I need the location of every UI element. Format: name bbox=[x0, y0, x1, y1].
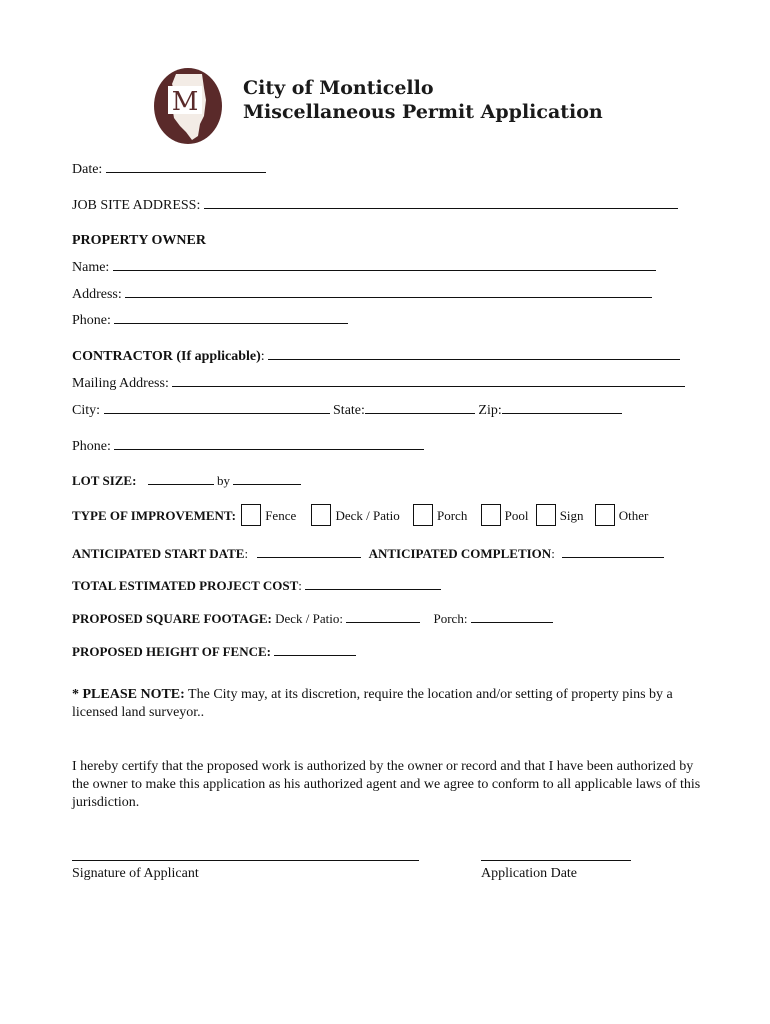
zip-field[interactable] bbox=[502, 401, 622, 414]
checkbox-other[interactable] bbox=[595, 504, 615, 526]
date-field[interactable] bbox=[106, 160, 266, 173]
city-logo bbox=[152, 66, 224, 146]
square-footage-row bbox=[72, 610, 553, 628]
certification-text: I hereby certify that the proposed work is authorized by the owner or record and that I have been authorized by the owner to make this application as his authorized agent and we agree to conform to all applicable laws of this jurisdiction. bbox=[72, 759, 701, 810]
owner-address-field[interactable] bbox=[125, 285, 652, 298]
option-fence-label: Fence bbox=[265, 508, 297, 523]
start-date-colon: : bbox=[244, 546, 249, 561]
applicant-signature-line[interactable] bbox=[72, 860, 419, 861]
owner-address-label: Address: bbox=[72, 287, 122, 302]
title-form-name: Miscellaneous Permit Application bbox=[243, 101, 603, 123]
contractor-phone-field[interactable] bbox=[114, 437, 424, 450]
square-footage-label: PROPOSED SQUARE FOOTAGE: bbox=[72, 611, 272, 626]
owner-phone-label: Phone: bbox=[72, 313, 111, 328]
contractor-phone-label: Phone: bbox=[72, 439, 111, 454]
lot-size-label: LOT SIZE: bbox=[72, 473, 137, 488]
lot-depth-field[interactable] bbox=[233, 472, 301, 485]
application-date-label: Application Date bbox=[481, 866, 578, 881]
start-date-field[interactable] bbox=[257, 545, 361, 558]
checkbox-porch[interactable] bbox=[413, 504, 433, 526]
improvement-row bbox=[72, 504, 648, 526]
checkbox-pool[interactable] bbox=[481, 504, 501, 526]
deck-patio-label: Deck / Patio: bbox=[275, 611, 343, 626]
cost-colon: : bbox=[298, 578, 302, 593]
dates-row bbox=[72, 545, 664, 563]
state-label: State: bbox=[333, 403, 365, 418]
please-note-prefix: * PLEASE NOTE: bbox=[72, 687, 185, 702]
porch-footage-label: Porch: bbox=[433, 611, 468, 626]
date-row bbox=[72, 160, 266, 179]
contractor-phone-row bbox=[72, 437, 424, 456]
property-owner-heading: PROPERTY OWNER bbox=[72, 233, 206, 248]
owner-name-field[interactable] bbox=[113, 258, 656, 271]
logo-letter: M bbox=[171, 87, 199, 117]
owner-phone-field[interactable] bbox=[114, 311, 348, 324]
option-sign-label: Sign bbox=[559, 508, 584, 523]
please-note-text: The City may, at its discretion, require the location and/or setting of property pins by a licensed land surveyor.. bbox=[72, 687, 673, 720]
checkbox-deck-patio[interactable] bbox=[311, 504, 331, 526]
option-other-label: Other bbox=[618, 508, 649, 523]
porch-footage-field[interactable] bbox=[471, 610, 553, 623]
fence-height-label: PROPOSED HEIGHT OF FENCE: bbox=[72, 644, 271, 659]
option-porch-label: Porch bbox=[437, 508, 468, 523]
checkbox-fence[interactable] bbox=[241, 504, 261, 526]
owner-name-label: Name: bbox=[72, 260, 110, 275]
contractor-heading: CONTRACTOR (If applicable) bbox=[72, 349, 261, 364]
please-note bbox=[72, 686, 702, 722]
zip-label: Zip: bbox=[478, 403, 502, 418]
job-site-row bbox=[72, 196, 678, 215]
deck-patio-footage-field[interactable] bbox=[346, 610, 420, 623]
city-state-zip-row bbox=[72, 401, 622, 420]
contractor-colon: : bbox=[260, 349, 265, 364]
job-site-field[interactable] bbox=[204, 196, 678, 209]
fence-height-row bbox=[72, 643, 356, 661]
job-site-label: JOB SITE ADDRESS: bbox=[72, 198, 201, 213]
title-city: City of Monticello bbox=[243, 77, 434, 99]
owner-phone-row bbox=[72, 311, 348, 330]
option-pool-label: Pool bbox=[504, 508, 529, 523]
mailing-address-field[interactable] bbox=[172, 374, 685, 387]
fence-height-field[interactable] bbox=[274, 643, 356, 656]
mailing-address-row bbox=[72, 374, 685, 393]
form-title bbox=[243, 76, 603, 124]
state-field[interactable] bbox=[365, 401, 475, 414]
owner-name-row bbox=[72, 258, 656, 277]
city-label: City: bbox=[72, 403, 101, 418]
application-date-line[interactable] bbox=[481, 860, 631, 861]
cost-field[interactable] bbox=[305, 577, 441, 590]
option-deck-patio-label: Deck / Patio bbox=[335, 508, 400, 523]
start-date-label: ANTICIPATED START DATE bbox=[72, 546, 245, 561]
date-label: Date: bbox=[72, 162, 103, 177]
signature-label: Signature of Applicant bbox=[72, 866, 199, 881]
city-field[interactable] bbox=[104, 401, 330, 414]
completion-label: ANTICIPATED COMPLETION bbox=[368, 546, 552, 561]
cost-row bbox=[72, 577, 441, 595]
lot-size-row bbox=[72, 472, 301, 490]
lot-by-label: by bbox=[216, 473, 230, 488]
mailing-address-label: Mailing Address: bbox=[72, 376, 169, 391]
lot-width-field[interactable] bbox=[148, 472, 214, 485]
completion-colon: : bbox=[551, 546, 555, 561]
cost-label: TOTAL ESTIMATED PROJECT COST bbox=[72, 578, 299, 593]
contractor-row bbox=[72, 347, 680, 366]
completion-field[interactable] bbox=[562, 545, 664, 558]
improvement-label: TYPE OF IMPROVEMENT: bbox=[72, 508, 236, 523]
owner-address-row bbox=[72, 285, 652, 304]
contractor-name-field[interactable] bbox=[268, 347, 680, 360]
checkbox-sign[interactable] bbox=[536, 504, 556, 526]
